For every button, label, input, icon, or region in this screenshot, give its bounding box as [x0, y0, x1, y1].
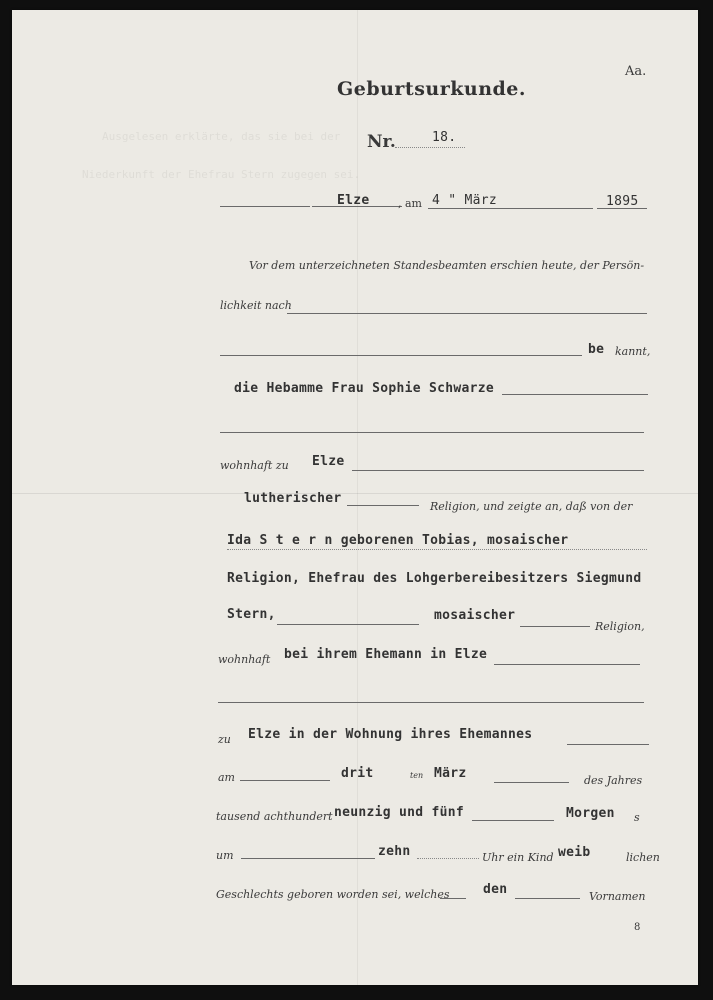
fold-crease-horizontal	[12, 493, 698, 494]
personal-knowledge-rule	[287, 313, 647, 314]
welches-rule	[440, 898, 466, 899]
vornamen-label: Vornamen	[589, 890, 646, 903]
bleed-through-text: Ausgelesen erklärte, das sie bei der	[102, 130, 341, 143]
date-rule-left	[220, 206, 310, 207]
bekannt-rule	[220, 355, 582, 356]
informant-name: die Hebamme Frau Sophie Schwarze	[234, 381, 495, 396]
birth-zu-label: zu	[218, 733, 231, 746]
intro-line-2: lichkeit nach	[220, 299, 292, 312]
mother-line-1: Ida S t e r n geborenen Tobias, mosaischer	[227, 533, 569, 548]
bekannt-typed: be	[588, 342, 605, 357]
birth-time-of-day: Morgen	[566, 806, 615, 821]
birth-place-rule	[567, 744, 649, 745]
birth-month: März	[434, 766, 467, 781]
mother-line-1-rule	[227, 549, 647, 550]
nr-label: Nr.	[367, 132, 396, 152]
birth-sex: weib	[558, 845, 591, 860]
document-title: Geburtsurkunde.	[337, 78, 527, 100]
birth-month-rule	[494, 782, 569, 783]
date-am-label: , am	[398, 197, 422, 210]
year-words-rule	[472, 820, 554, 821]
geschlechts-label: Geschlechts geboren worden sei, welches	[216, 888, 450, 901]
birth-hour-rule	[417, 858, 479, 859]
mother-residence-rule	[494, 664, 640, 665]
birth-place: Elze in der Wohnung ihres Ehemannes	[248, 727, 533, 742]
bleed-through-text: Niederkunft der Ehefrau Stern zugegen sei.	[82, 168, 361, 181]
nr-value: 18.	[432, 130, 457, 145]
mother-religion: mosaischer	[434, 608, 516, 623]
date-rule-day	[428, 208, 593, 209]
uhr-label: Uhr ein Kind	[482, 851, 554, 864]
birth-am-rule	[240, 780, 330, 781]
blank-rule	[220, 432, 644, 433]
birth-year-words: neunzig und fünf	[334, 805, 465, 820]
mother-line-3-rule	[277, 624, 419, 625]
certificate-paper	[12, 10, 698, 985]
intro-line-1: Vor dem unterzeichneten Standesbeamten erschien heute, der Persön-	[249, 259, 645, 272]
form-code: Aa.	[625, 64, 647, 79]
informant-religion: lutherischer	[244, 491, 342, 506]
birth-am-label: am	[218, 771, 235, 784]
birth-den: den	[483, 882, 508, 897]
des-jahres-label: des Jahres	[584, 774, 643, 787]
blank-rule-2	[218, 702, 644, 703]
page-mark: 8	[634, 922, 641, 933]
bekannt-print: kannt,	[615, 345, 651, 358]
birth-um-rule	[241, 858, 375, 859]
tausend-label: tausend achthundert	[216, 810, 333, 823]
date-place: Elze	[337, 193, 370, 208]
date-day-month: 4 " März	[432, 193, 498, 208]
informant-wohnhaft-label: wohnhaft zu	[220, 459, 289, 472]
birth-day-suffix: ten	[410, 771, 424, 780]
birth-um-label: um	[216, 849, 234, 862]
religion-rule	[347, 505, 419, 506]
lichen-label: lichen	[626, 851, 660, 864]
nr-field-line	[395, 147, 465, 148]
mother-religion-label: Religion,	[595, 620, 645, 633]
birth-day: drit	[341, 766, 374, 781]
date-year: 1895	[606, 194, 639, 209]
mother-line-2: Religion, Ehefrau des Lohgerbereibesitzers Siegmund	[227, 571, 642, 586]
mother-wohnhaft-label: wohnhaft	[218, 653, 271, 666]
mother-residence: bei ihrem Ehemann in Elze	[284, 647, 488, 662]
informant-residence: Elze	[312, 454, 345, 469]
mother-religion-rule	[520, 626, 590, 627]
den-rule	[515, 898, 580, 899]
informant-religion-label: Religion, und zeigte an, daß von der	[430, 500, 633, 513]
time-of-day-suffix: s	[634, 811, 640, 824]
fold-crease-vertical	[357, 10, 358, 985]
informant-rule	[502, 394, 648, 395]
birth-hour: zehn	[378, 844, 411, 859]
residence-rule	[352, 470, 644, 471]
mother-line-3: Stern,	[227, 607, 276, 622]
